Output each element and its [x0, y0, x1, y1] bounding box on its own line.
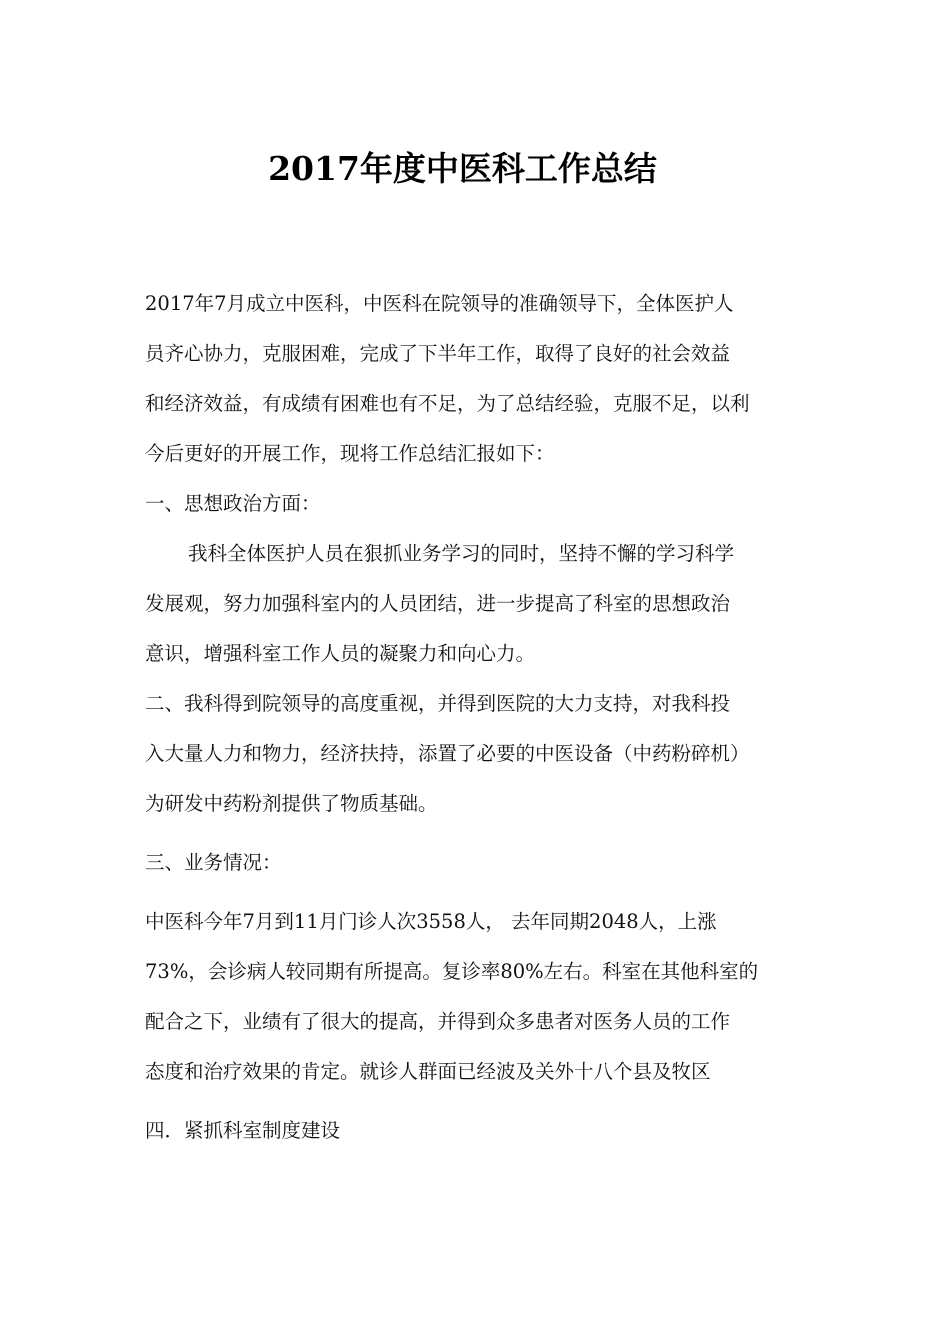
paragraph-line: 入大量人力和物力，经济扶持，添置了必要的中医设备（中药粉碎机）	[145, 742, 750, 765]
paragraph-line: 中医科今年7月到11月门诊人次3558人， 去年同期2048人，上涨	[145, 910, 717, 933]
paragraph-line: 发展观，努力加强科室内的人员团结，进一步提高了科室的思想政治	[145, 592, 731, 615]
section-heading: 三、业务情况：	[145, 851, 282, 874]
paragraph-line: 我科全体医护人员在狠抓业务学习的同时，坚持不懈的学习科学	[188, 542, 735, 565]
paragraph-line: 员齐心协力，克服困难，完成了下半年工作，取得了良好的社会效益	[145, 342, 731, 365]
section-heading: 四．紧抓科室制度建设	[145, 1119, 341, 1142]
section-heading: 二、我科得到院领导的高度重视，并得到医院的大力支持，对我科投	[145, 692, 731, 715]
paragraph-line: 意识，增强科室工作人员的凝聚力和向心力。	[145, 642, 536, 665]
paragraph-line: 和经济效益，有成绩有困难也有不足，为了总结经验，克服不足，以利	[145, 392, 750, 415]
paragraph-line: 配合之下，业绩有了很大的提高，并得到众多患者对医务人员的工作	[145, 1010, 731, 1033]
paragraph-line: 态度和治疗效果的肯定。就诊人群面已经波及关外十八个县及牧区	[145, 1060, 711, 1083]
paragraph-line: 73%，会诊病人较同期有所提高。复诊率80%左右。科室在其他科室的	[145, 960, 759, 983]
section-heading: 一、思想政治方面：	[145, 492, 321, 515]
paragraph-line: 为研发中药粉剂提供了物质基础。	[145, 792, 438, 815]
document-title: 2017年度中医科工作总结	[268, 149, 657, 188]
paragraph-line: 今后更好的开展工作，现将工作总结汇报如下：	[145, 442, 555, 465]
paragraph-line: 2017年7月成立中医科，中医科在院领导的准确领导下，全体医护人	[145, 292, 734, 315]
